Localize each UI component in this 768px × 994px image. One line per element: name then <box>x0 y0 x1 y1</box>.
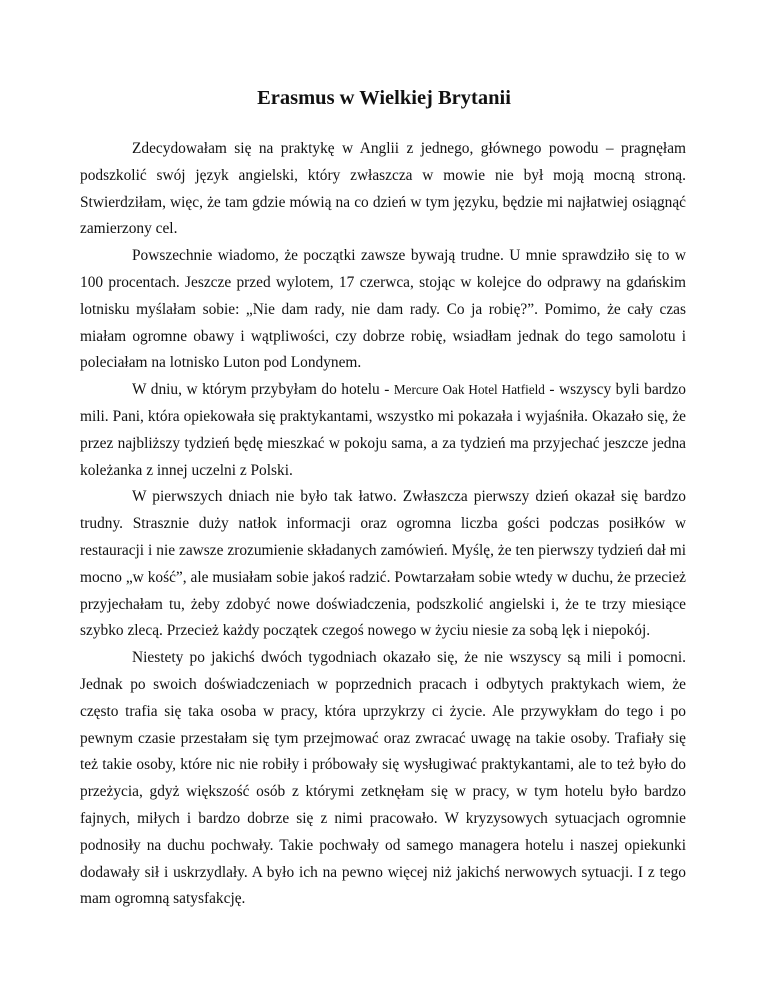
paragraph-3-start: W dniu, w którym przybyłam do hotelu - <box>132 381 394 399</box>
paragraph-2: Powszechnie wiadomo, że początki zawsze bywają trudne. U mnie sprawdziło się to w 100 procentach. Jeszcze przed wylotem, 17 czerwca, stojąc w kolejce do odprawy na gdańskim lotnisku myślałam sobie: „Nie dam rady, nie dam rady. Co ja robię?”. Pomimo, że cały czas miałam ogromne obawy i wątpliwości, czy dobrze robię, wsiadłam jednak do tego samolotu i poleciałam na lotnisko Luton pod Londynem. <box>80 247 686 372</box>
paragraph-5: Niestety po jakichś dwóch tygodniach okazało się, że nie wszyscy są mili i pomocni. Jednak po swoich doświadczeniach w poprzednich pracach i odbytych praktykach wiem, że często trafia się taka osoba w pracy, która uprzykrzy ci życie. Ale przywykłam do tego i po pewnym czasie przestałam się tym przejmować oraz zwracać uwagę na takie osoby. Trafiały się też takie osoby, które nic nie robiły i próbowały się wysługiwać praktykantami, ale to też było do przeżycia, gdyż większość osób z którymi zetknęłam się w pracy, w tym hotelu było bardzo fajnych, miłych i bardzo dobrze się z nimi pracowało. W kryzysowych sytuacjach ogromnie podnosiły na duchu pochwały. Takie pochwały od samego managera hotelu i naszej opiekunki dodawały sił i uskrzydlały. A było ich na pewno więcej niż jakichś nerwowych sytuacji. I z tego mam ogromną satysfakcję. <box>80 649 686 908</box>
paragraph-1: Zdecydowałam się na praktykę w Anglii z jednego, głównego powodu – pragnęłam podszkolić swój język angielski, który zwłaszcza w mowie nie był moją mocną stroną. Stwierdziłam, więc, że tam gdzie mówią na co dzień w tym języku, będzie mi najłatwiej osiągnąć zamierzony cel. <box>80 140 686 238</box>
hotel-name: Mercure Oak Hotel Hatfield <box>393 382 545 398</box>
document-body <box>80 136 686 913</box>
paragraph-3 <box>80 377 686 484</box>
paragraph-3-end: - wszyscy byli bardzo mili. Pani, która opiekowała się praktykantami, wszystko mi pokazała i wyjaśniła. Okazało się, że przez najbliższy tydzień będę mieszkać w pokoju sama, a za tydzień ma przyjechać jeszcze jedna koleżanka z innej uczelni z Polski. <box>80 381 686 479</box>
document-title: Erasmus w Wielkiej Brytanii <box>257 87 511 109</box>
paragraph-4: W pierwszych dniach nie było tak łatwo. Zwłaszcza pierwszy dzień okazał się bardzo trudny. Strasznie duży natłok informacji oraz ogromna liczba gości podczas posiłków w restauracji i nie zawsze zrozumienie składanych zamówień. Myślę, że ten pierwszy tydzień dał mi mocno „w kość”, ale musiałam sobie jakoś radzić. Powtarzałam sobie wtedy w duchu, że przecież przyjechałam tu, żeby zdobyć nowe doświadczenia, podszkolić angielski i, że te trzy miesiące szybko zlecą. Przecież każdy początek czegoś nowego w życiu niesie za sobą lęk i niepokój. <box>80 488 686 640</box>
